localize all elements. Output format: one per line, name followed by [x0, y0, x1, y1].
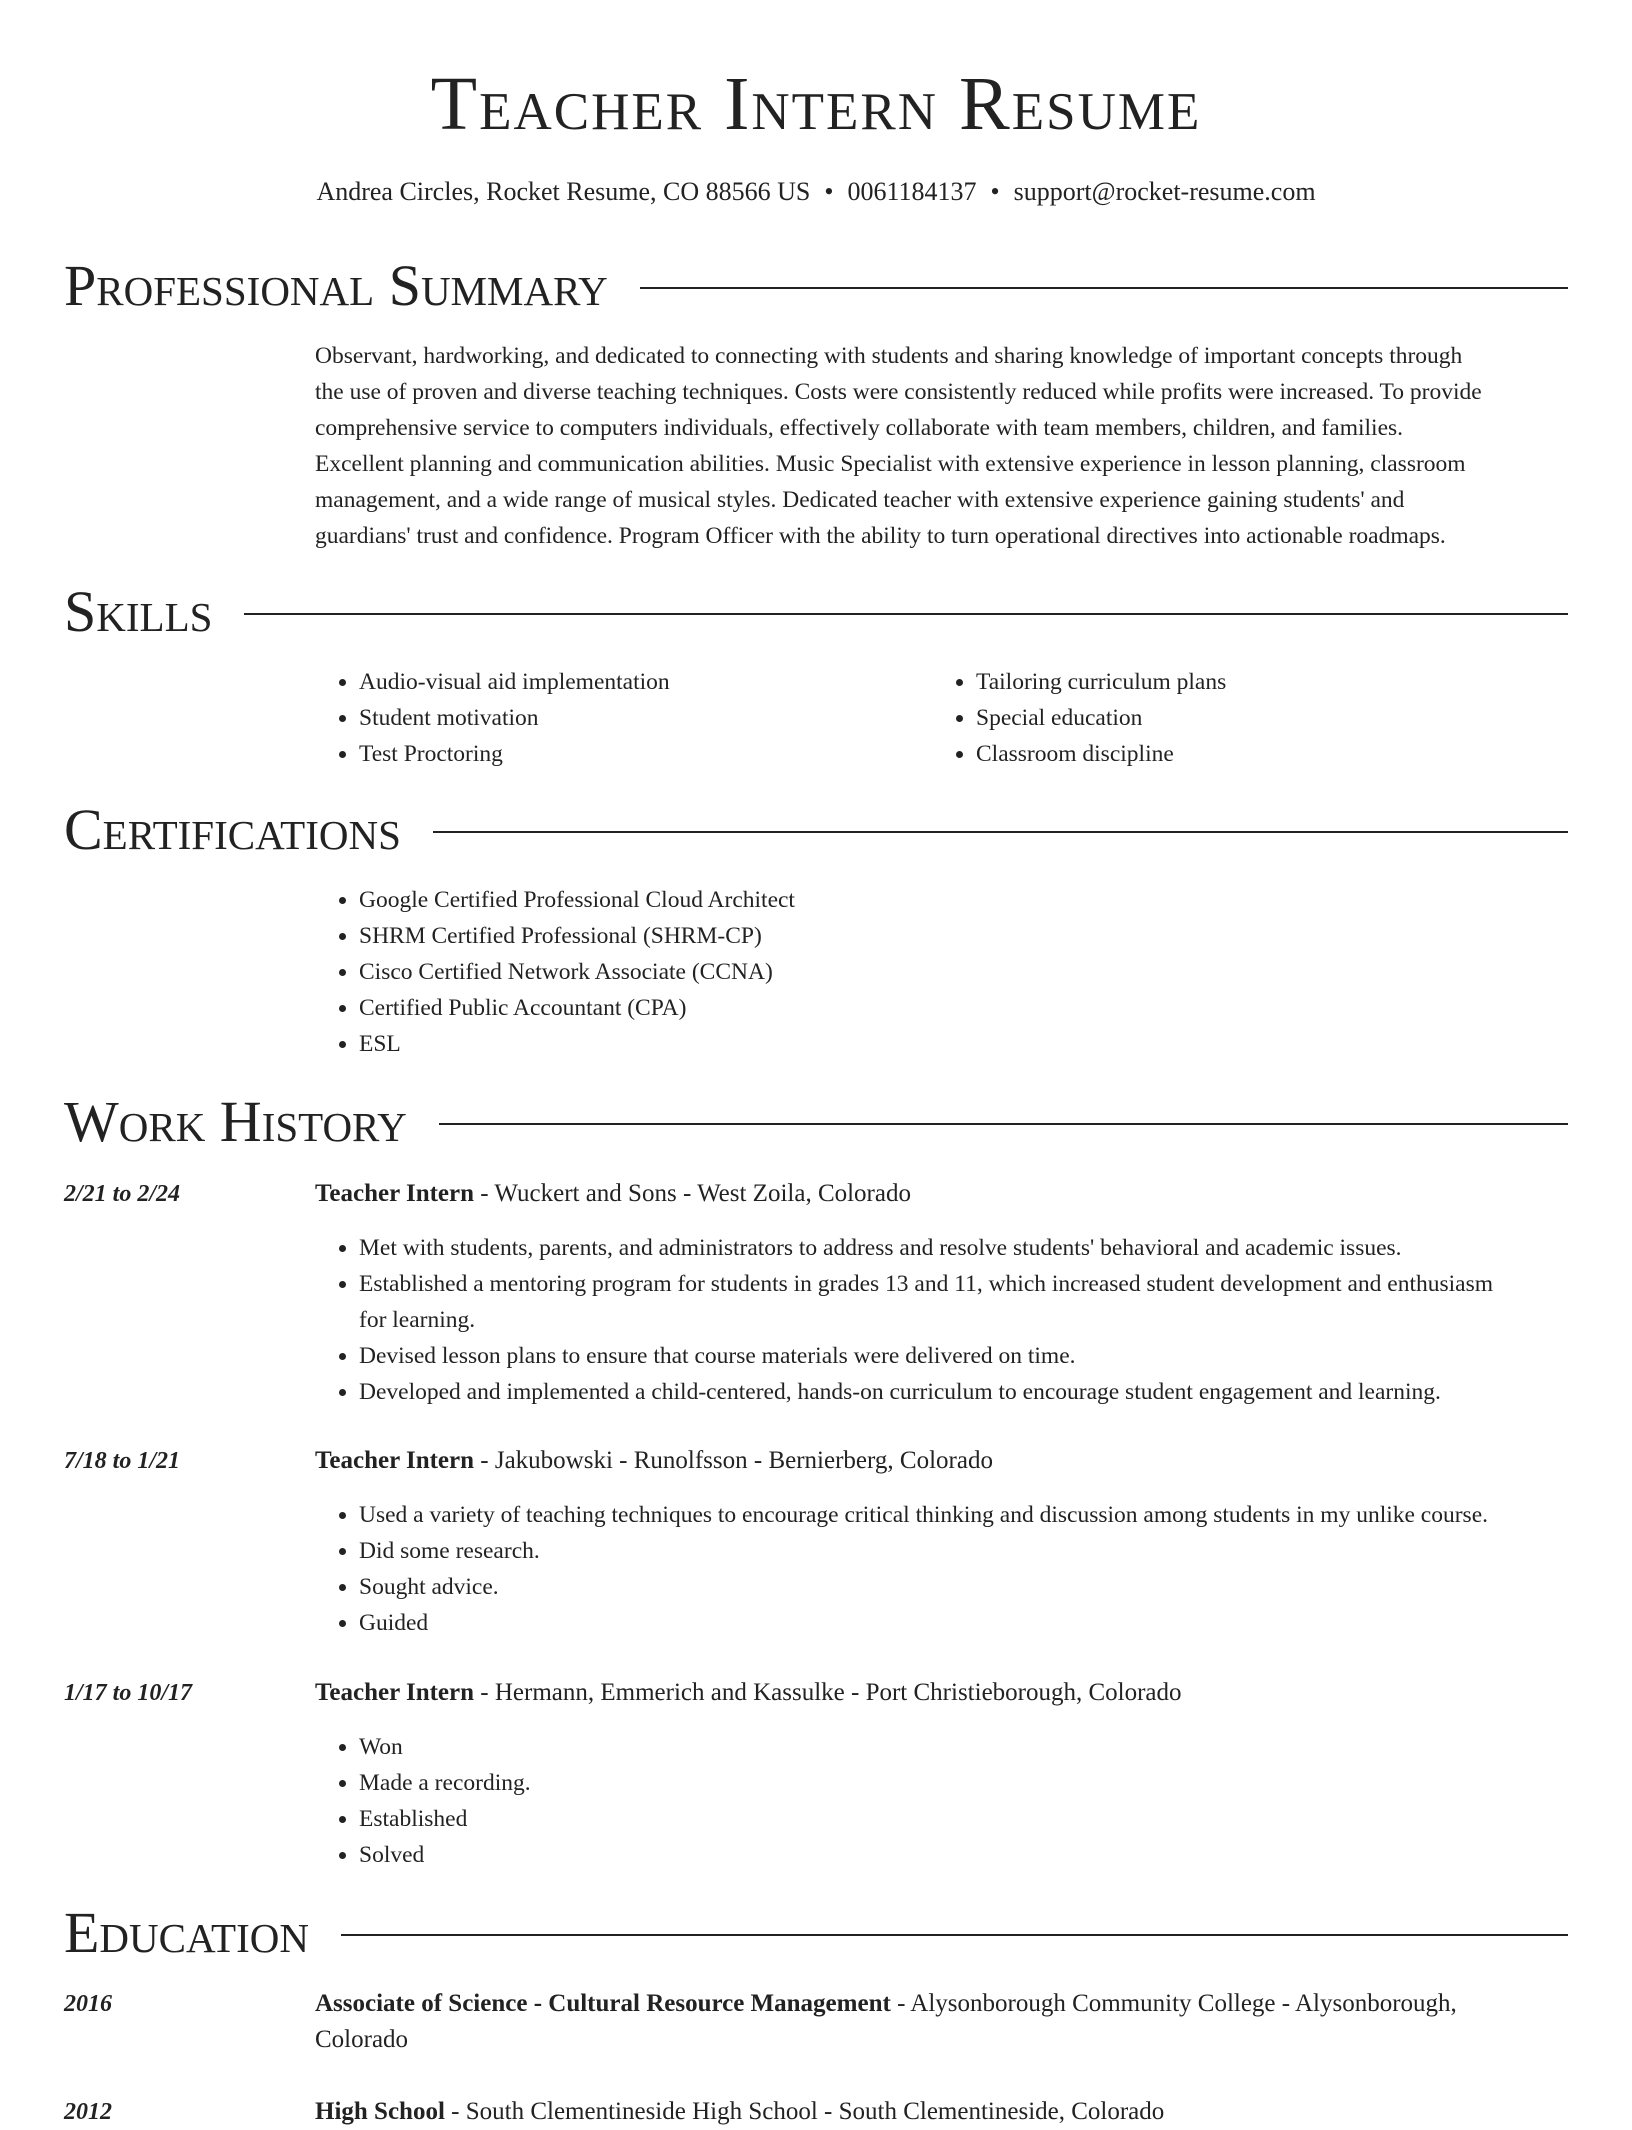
job-bullet: • Devised lesson plans to ensure that course materials were delivered on time. — [359, 1338, 1571, 1374]
job-bullet: • Solved — [359, 1837, 1571, 1873]
skills-list-left — [315, 664, 919, 772]
contact-email[interactable]: support@rocket-resume.com — [1013, 177, 1316, 206]
job-title-line — [315, 1675, 1571, 1711]
summary-line: Observant, hardworking, and dedicated to connecting with students and sharing knowledge of important concepts through — [315, 343, 1463, 369]
skill-item: • Special education — [976, 700, 1576, 736]
resume-title: Teacher Intern Resume — [430, 62, 1202, 146]
section-title-summary: Professional Summary — [64, 253, 608, 318]
job-bullet: • Guided — [359, 1605, 1571, 1641]
section-heading-summary — [64, 254, 1568, 318]
summary-line: guardians' trust and confidence. Program Officer with the ability to turn operational directives into actionable roadmaps. — [315, 523, 1446, 549]
summary-line: Excellent planning and communication abilities. Music Specialist with extensive experience in lesson planning, classroom — [315, 451, 1466, 477]
skill-item: • Test Proctoring — [359, 736, 919, 772]
certification-item: • Certified Public Accountant (CPA) — [359, 990, 1559, 1026]
skills-list-right — [932, 664, 1576, 772]
section-title-certifications: Certifications — [64, 797, 401, 862]
summary-line: the use of proven and diverse teaching techniques. Costs were consistently reduced while profits were increased. To provide — [315, 379, 1482, 405]
certifications-list — [315, 882, 1559, 1062]
contact-phone: 0061184137 — [847, 177, 977, 206]
skill-item: • Classroom discipline — [976, 736, 1576, 772]
section-heading-work-history — [64, 1090, 1568, 1154]
certification-item: • SHRM Certified Professional (SHRM-CP) — [359, 918, 1559, 954]
section-divider — [433, 831, 1568, 833]
job-bullet: • Sought advice. — [359, 1569, 1571, 1605]
summary-text — [315, 338, 1571, 554]
job-title-line — [315, 1176, 1571, 1212]
certification-item: • Cisco Certified Network Associate (CCNA) — [359, 954, 1559, 990]
job-bullets — [315, 1497, 1571, 1641]
certification-item: • Google Certified Professional Cloud Architect — [359, 882, 1559, 918]
education-entry — [315, 1986, 1571, 2058]
section-title-skills: Skills — [64, 579, 213, 644]
contact-separator: • — [824, 177, 834, 206]
job-bullets — [315, 1729, 1571, 1873]
job-bullet: • Won — [359, 1729, 1571, 1765]
job-employer: - Hermann, Emmerich and Kassulke - Port Christieborough, Colorado — [474, 1679, 1182, 1706]
job-bullet-text: for learning. — [359, 1307, 476, 1333]
job-employer: - Jakubowski - Runolfsson - Bernierberg, Colorado — [474, 1447, 993, 1474]
section-divider — [341, 1934, 1568, 1936]
certification-item: • ESL — [359, 1026, 1559, 1062]
job-employer: - Wuckert and Sons - West Zoila, Colorado — [474, 1180, 911, 1207]
contact-separator: • — [990, 177, 1000, 206]
education-year: 2016 — [64, 1991, 112, 2017]
job-title-line — [315, 1443, 1571, 1479]
section-heading-skills — [64, 580, 1568, 644]
job-title: Teacher Intern — [315, 1180, 475, 1207]
skill-item: • Audio-visual aid implementation — [359, 664, 919, 700]
job-bullet: • Met with students, parents, and administrators to address and resolve students' behavioral and academic issues. — [359, 1230, 1571, 1266]
summary-line: management, and a wide range of musical styles. Dedicated teacher with extensive experience gaining students' and — [315, 487, 1405, 513]
section-heading-education — [64, 1901, 1568, 1965]
section-title-education: Education — [64, 1900, 309, 1965]
job-bullet-text: Established a mentoring program for students in grades 13 and 11, which increased student development and enthusiasm — [359, 1271, 1494, 1297]
education-school: Colorado — [315, 2026, 409, 2053]
education-entry — [315, 2094, 1571, 2130]
job-bullet: • Did some research. — [359, 1533, 1571, 1569]
job-title: Teacher Intern — [315, 1679, 475, 1706]
education-year: 2012 — [64, 2099, 112, 2125]
job-bullet: • Established — [359, 1801, 1571, 1837]
skill-item: • Student motivation — [359, 700, 919, 736]
education-school: - Alysonborough Community College - Alysonborough, — [890, 1990, 1457, 2017]
job-dates: 7/18 to 1/21 — [64, 1448, 181, 1474]
job-bullet — [359, 1266, 1571, 1338]
contact-address: Andrea Circles, Rocket Resume, CO 88566 US — [316, 177, 811, 206]
contact-line — [64, 174, 1568, 210]
section-title-work-history: Work History — [64, 1089, 407, 1154]
skill-item: • Tailoring curriculum plans — [976, 664, 1576, 700]
education-school: - South Clementineside High School - South Clementineside, Colorado — [444, 2098, 1165, 2125]
job-bullet: • Used a variety of teaching techniques to encourage critical thinking and discussion among students in my unlike course. — [359, 1497, 1571, 1533]
job-bullets — [315, 1230, 1571, 1410]
job-bullet: • Made a recording. — [359, 1765, 1571, 1801]
education-degree: Associate of Science - Cultural Resource Management — [315, 1990, 891, 2017]
section-divider — [439, 1123, 1568, 1125]
education-degree: High School — [315, 2098, 445, 2125]
section-divider — [640, 287, 1568, 289]
section-divider — [244, 613, 1568, 615]
summary-line: comprehensive service to computers individuals, effectively collaborate with team members, children, and families. — [315, 415, 1404, 441]
job-dates: 2/21 to 2/24 — [64, 1181, 181, 1207]
section-heading-certifications — [64, 798, 1568, 862]
job-dates: 1/17 to 10/17 — [64, 1680, 193, 1706]
job-bullet: • Developed and implemented a child-centered, hands-on curriculum to encourage student engagement and learning. — [359, 1374, 1571, 1410]
job-title: Teacher Intern — [315, 1447, 475, 1474]
